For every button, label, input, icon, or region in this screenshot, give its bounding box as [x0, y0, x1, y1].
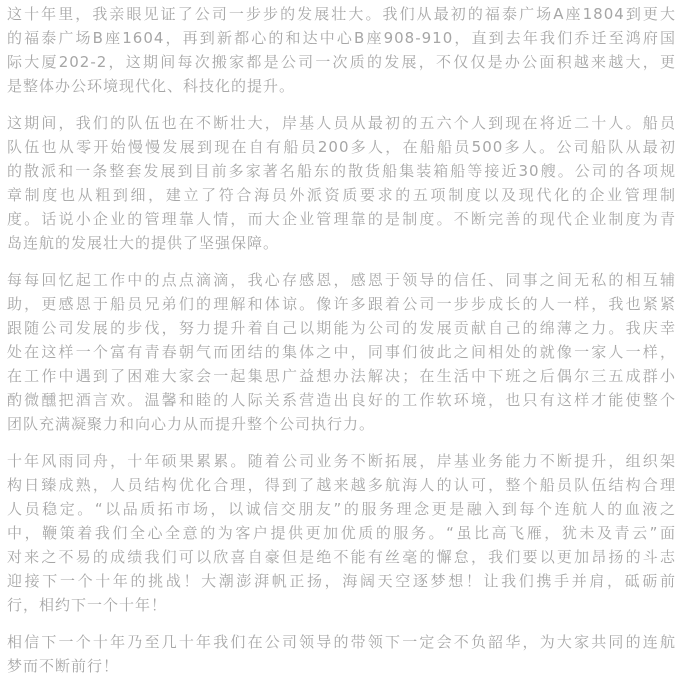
text-line: 梦而不断前行！ — [7, 657, 120, 675]
text-line: 构日臻成熟，人员结构优化合理，得到了越来越多航海人的认可，整个船员队伍结构合理 — [7, 476, 676, 494]
paragraph-1 — [7, 2, 676, 98]
text-line: 人员稳定。“以品质拓市场，以诚信交朋友”的服务理念更是融入到每个连航人的血液之 — [7, 500, 676, 518]
paragraph-4 — [7, 449, 676, 617]
text-line: 相信下一个十年乃至几十年我们在公司领导的带领下一定会不负韶华，为大家共同的连航 — [7, 633, 676, 651]
text-line: 跟随公司发展的步伐，努力提升着自己以期能为公司的发展贡献自己的绵薄之力。我庆幸 — [7, 319, 676, 337]
text-line: 这十年里，我亲眼见证了公司一步步的发展壮大。我们从最初的福泰广场A座1804到更大 — [7, 5, 676, 23]
text-line: 团队充满凝聚力和向心力从而提升整个公司执行力。 — [7, 415, 376, 433]
text-line: 的福泰广场B座1604，再到新都心的和达中心B座908-910，直到去年我们乔迁至鸿府国 — [7, 29, 676, 47]
text-line: 处在这样一个富有青春朝气而团结的集体之中，同事们彼此之间相处的就像一家人一样， — [7, 343, 676, 361]
text-line: 行，相约下一个十年！ — [7, 596, 168, 614]
text-line: 度。话说小企业的管理靠人情，而大企业管理靠的是制度。不断完善的现代企业制度为青 — [7, 210, 676, 228]
text-line: 的散派和一条整套发展到目前多家著名船东的散货船集装箱船等接近30艘。公司的各项规 — [7, 162, 676, 180]
text-line: 章制度也从粗到细，建立了符合海员外派资质要求的五项制度以及现代化的企业管理制 — [7, 186, 676, 204]
text-line: 十年风雨同舟，十年硕果累累。随着公司业务不断拓展，岸基业务能力不断提升，组织架 — [7, 452, 676, 470]
paragraph-5 — [7, 630, 676, 678]
text-line: 队伍也从零开始慢慢发展到现在自有船员200多人，在船船员500多人。公司船队从最初 — [7, 138, 676, 156]
text-line: 助，更感恩于船员兄弟们的理解和体谅。像许多跟着公司一步步成长的人一样，我也紧紧 — [7, 295, 676, 313]
text-line: 在工作中遇到了困难大家会一起集思广益想办法解决；在生活中下班之后偶尔三五成群小 — [7, 367, 676, 385]
text-line: 对来之不易的成绩我们可以欣喜自豪但是绝不能有丝毫的懈怠，我们要以更加昂扬的斗志 — [7, 548, 676, 566]
text-line: 酌微醺把酒言欢。温馨和睦的人际关系营造出良好的工作软环境，也只有这样才能使整个 — [7, 391, 676, 409]
text-line: 是整体办公环境现代化、科技化的提升。 — [7, 77, 296, 95]
text-line: 每每回忆起工作中的点点滴滴，我心存感恩，感恩于领导的信任、同事之间无私的相互辅 — [7, 271, 676, 289]
text-line: 岛连航的发展壮大的提供了坚强保障。 — [7, 234, 280, 252]
text-line: 这期间，我们的队伍也在不断壮大，岸基人员从最初的五六个人到现在将近二十人。船员 — [7, 114, 676, 132]
text-line: 迎接下一个十年的挑战！大潮澎湃帆正扬，海阔天空逐梦想！让我们携手并肩，砥砺前 — [7, 572, 676, 590]
text-line: 际大厦202-2，这期间每次搬家都是公司一次质的发展，不仅仅是办公面积越来越大，更 — [7, 53, 676, 71]
paragraph-2 — [7, 111, 676, 255]
text-line: 中，鞭策着我们全心全意的为客户提供更加优质的服务。“虽比高飞雁，犹未及青云”面 — [7, 524, 676, 542]
paragraph-3 — [7, 268, 676, 436]
